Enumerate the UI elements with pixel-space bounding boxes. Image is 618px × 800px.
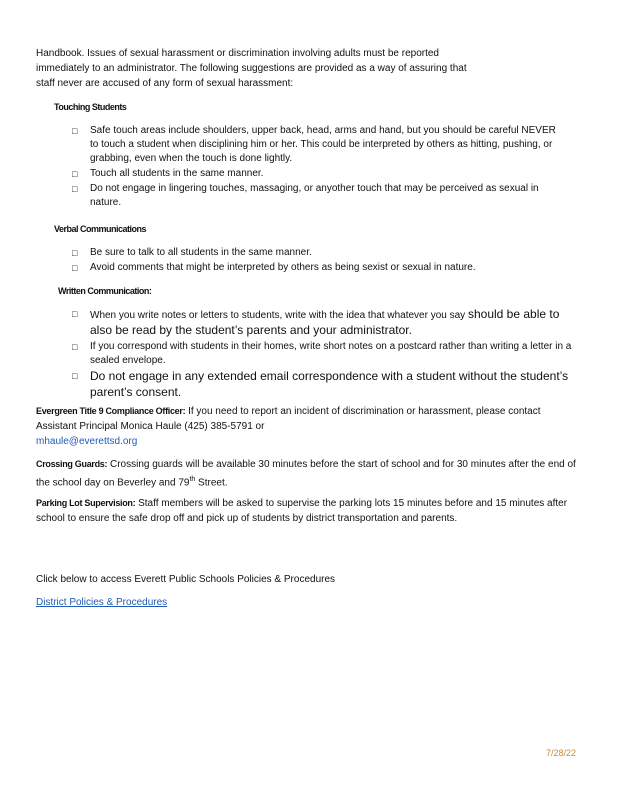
crossing-lead: Crossing Guards:: [36, 459, 108, 469]
title9-paragraph: [36, 404, 576, 449]
bullet-text: Do not engage in lingering touches, massaging, or anyother touch that may be perceived as sexual in nature.: [90, 183, 539, 208]
verbal-bullet-list: [72, 246, 562, 276]
bullet-text: If you correspond with students in their homes, write short notes on a postcard rather than writing a letter in a sealed envelope.: [90, 341, 572, 366]
written-bullet-list: [72, 307, 572, 402]
parking-lead: Parking Lot Supervision:: [36, 498, 136, 508]
crossing-superscript: th: [189, 476, 196, 483]
bullet-text: Be sure to talk to all students in the same manner.: [90, 247, 312, 258]
district-policies-link[interactable]: District Policies & Procedures: [36, 597, 168, 608]
bullet-text: Safe touch areas include shoulders, upper back, head, arms and hand, but you should be careful NEVER to touch a student when disciplining him or her. This could be interpreted by others as hitting, pushing, or grabbing, even when the touch is done lightly.: [90, 125, 556, 164]
bullet-square-icon: □: [72, 184, 78, 194]
list-item: [72, 182, 562, 210]
bullet-text: When you write notes or letters to students, write with the idea that whatever you say: [90, 310, 466, 321]
intro-line: Handbook. Issues of sexual harassment or discrimination involving adults must be reported: [36, 48, 439, 59]
section-heading-touching: Touching Students: [54, 102, 127, 112]
list-item: [72, 246, 562, 260]
parking-paragraph: [36, 496, 576, 526]
list-item: [72, 167, 562, 181]
intro-paragraph: [36, 46, 556, 91]
crossing-text: Crossing guards will be available 30 minutes before the start of school and for 30 minutes after the end of the school day on Beverley and 79: [36, 459, 576, 489]
crossing-guards-paragraph: [36, 457, 576, 490]
bullet-square-icon: □: [72, 342, 78, 352]
bullet-text: Avoid comments that might be interpreted by others as being sexist or sexual in nature.: [90, 262, 476, 273]
bullet-square-icon: □: [72, 248, 78, 258]
title9-lead: Evergreen Title 9 Compliance Officer:: [36, 406, 186, 416]
bullet-text-large: Do not engage in any extended email correspondence with a student without the student’s parent’s consent.: [90, 369, 569, 399]
intro-line: staff never are accused of any form of sexual harassment:: [36, 78, 294, 89]
parking-text: Staff members will be asked to supervise the parking lots 15 minutes before and 15 minutes after school to ensure the safe drop off and pick up of students by district transportation and parents.: [36, 498, 568, 524]
intro-line: immediately to an administrator. The following suggestions are provided as a way of assuring that: [36, 63, 467, 74]
list-item: [72, 261, 562, 275]
crossing-text-end: Street.: [195, 477, 228, 489]
section-heading-written: Written Communication:: [58, 286, 152, 296]
policies-prompt: Click below to access Everett Public Schools Policies & Procedures: [36, 574, 336, 585]
touching-bullet-list: [72, 124, 562, 211]
email-link[interactable]: mhaule@everettsd.org: [36, 436, 138, 447]
list-item: [72, 340, 572, 368]
bullet-square-icon: □: [72, 169, 78, 179]
bullet-square-icon: □: [72, 126, 78, 136]
list-item: [72, 124, 562, 166]
bullet-square-icon: □: [72, 309, 78, 319]
section-heading-verbal: Verbal Communications: [54, 224, 147, 234]
bullet-square-icon: □: [72, 371, 78, 381]
bullet-text: Touch all students in the same manner.: [90, 168, 264, 179]
policies-link-wrap: [36, 595, 576, 610]
footer-date: 7/28/22: [546, 748, 577, 758]
list-item: [72, 369, 572, 401]
list-item: [72, 307, 572, 339]
bullet-text-large: should be able to also be read by the student’s parents and your administrator.: [90, 307, 560, 337]
title9-text: If you need to report an incident of discrimination or harassment, please contact Assistant Principal Monica Haule (425) 385-5791 or: [36, 406, 541, 432]
bullet-square-icon: □: [72, 263, 78, 273]
